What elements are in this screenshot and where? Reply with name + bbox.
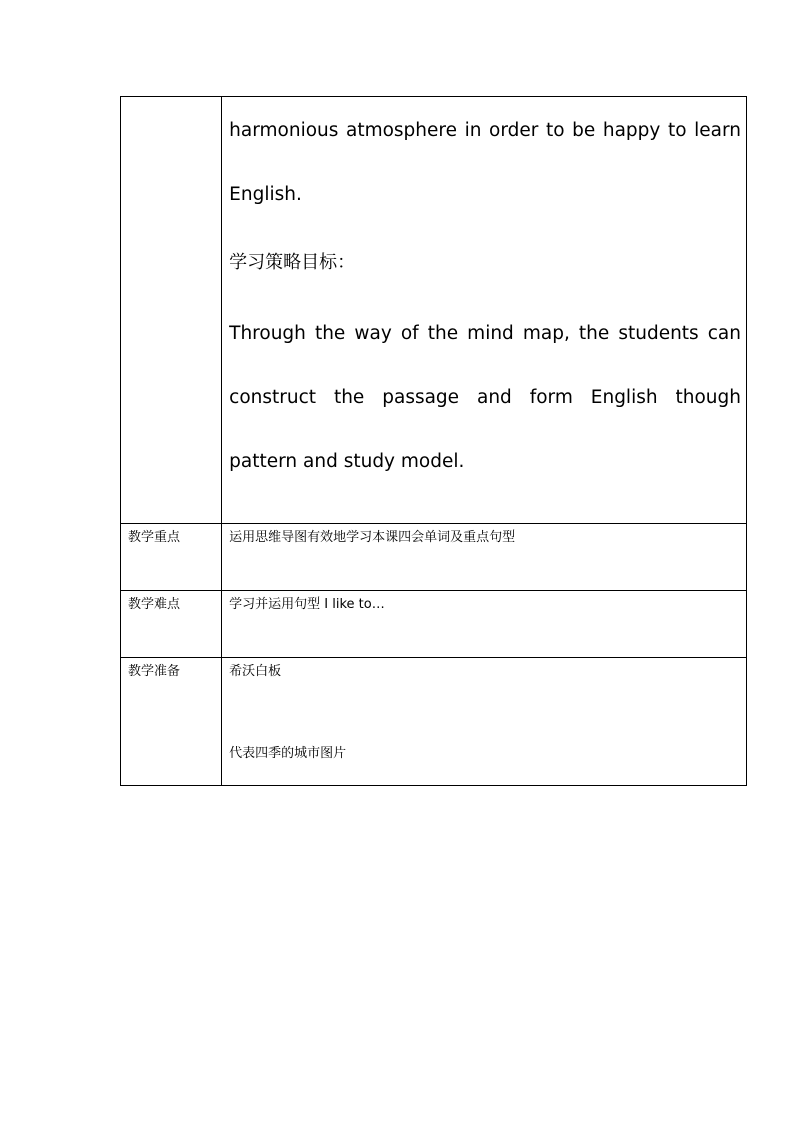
goals-label-cell xyxy=(121,97,222,524)
goals-content-cell xyxy=(222,97,747,524)
goals-paragraph-1: harmonious atmosphere in order to be happy to learn English. xyxy=(229,120,741,205)
key-points-content: 运用思维导图有效地学习本课四会单词及重点句型 xyxy=(222,524,747,591)
difficulties-content: 学习并运用句型 I like to… xyxy=(222,591,747,658)
key-points-label: 教学重点 xyxy=(121,524,222,591)
preparation-item-city-pictures: 代表四季的城市图片 xyxy=(229,746,347,761)
preparation-label: 教学准备 xyxy=(121,658,222,786)
goals-paragraph-2: Through the way of the mind map, the students can construct the passage and form English though pattern and study model. xyxy=(229,323,741,472)
difficulties-label: 教学难点 xyxy=(121,591,222,658)
strategy-goal-heading: 学习策略目标： xyxy=(229,252,356,273)
preparation-content xyxy=(222,658,747,786)
preparation-row xyxy=(121,658,747,786)
preparation-item-whiteboard: 希沃白板 xyxy=(229,664,282,679)
difficulties-row xyxy=(121,591,747,658)
goals-row xyxy=(121,97,747,524)
key-points-row xyxy=(121,524,747,591)
lesson-plan-table xyxy=(120,96,747,786)
